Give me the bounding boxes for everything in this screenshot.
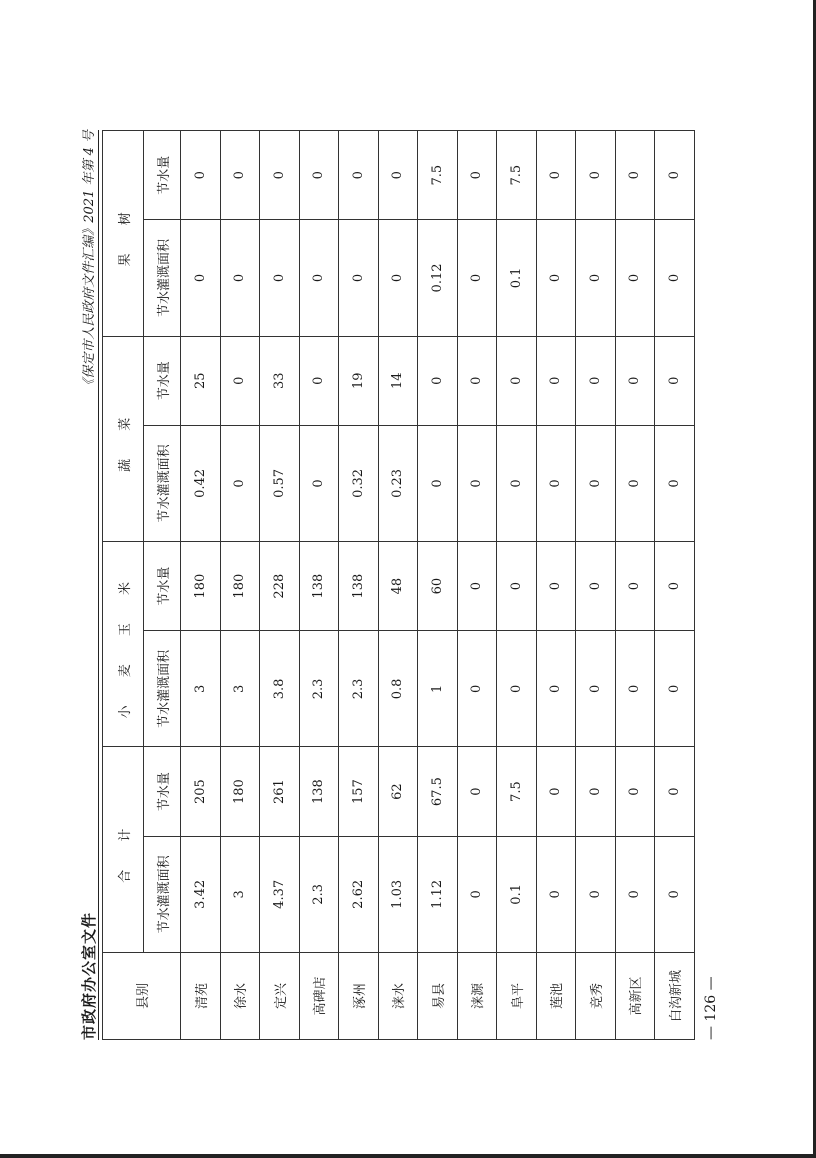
value-cell: 7.5 <box>418 131 458 220</box>
page-edge-bottom <box>0 1154 816 1158</box>
value-cell: 2.3 <box>299 631 339 747</box>
value-cell: 0 <box>615 131 655 220</box>
value-cell: 0 <box>576 131 616 220</box>
county-cell: 徐水 <box>220 952 260 1039</box>
value-cell: 138 <box>299 747 339 836</box>
county-cell: 莲池 <box>536 952 576 1039</box>
county-cell: 清苑 <box>181 952 221 1039</box>
county-cell: 白沟新城 <box>655 952 695 1039</box>
value-cell: 0 <box>220 425 260 541</box>
value-cell: 2.3 <box>339 631 379 747</box>
value-cell: 0 <box>220 336 260 425</box>
value-cell: 0 <box>378 131 418 220</box>
value-cell: 0 <box>576 220 616 336</box>
table-row <box>220 131 260 1040</box>
value-cell: 3 <box>181 631 221 747</box>
subheader-irrigated-area: 节水灌溉面积 <box>144 631 181 747</box>
value-cell: 0.1 <box>497 220 537 336</box>
value-cell: 7.5 <box>497 747 537 836</box>
value-cell: 7.5 <box>497 131 537 220</box>
table-row <box>181 131 221 1040</box>
table-row <box>655 131 695 1040</box>
group-header-wheat-corn: 小 麦 玉 米 <box>103 541 144 746</box>
county-cell: 竞秀 <box>576 952 616 1039</box>
value-cell: 0 <box>497 425 537 541</box>
value-cell: 2.3 <box>299 836 339 952</box>
value-cell: 0 <box>576 541 616 630</box>
value-cell: 0 <box>655 541 695 630</box>
value-cell: 0 <box>418 425 458 541</box>
value-cell: 0 <box>615 631 655 747</box>
value-cell: 67.5 <box>418 747 458 836</box>
value-cell: 0 <box>497 631 537 747</box>
value-cell: 0 <box>655 220 695 336</box>
county-cell: 易县 <box>418 952 458 1039</box>
value-cell: 3 <box>220 631 260 747</box>
county-cell: 阜平 <box>497 952 537 1039</box>
value-cell: 0 <box>655 336 695 425</box>
table-row <box>418 131 458 1040</box>
value-cell: 138 <box>339 541 379 630</box>
value-cell: 0 <box>655 425 695 541</box>
value-cell: 0 <box>457 425 497 541</box>
value-cell: 0.32 <box>339 425 379 541</box>
table-row <box>260 131 300 1040</box>
value-cell: 0 <box>299 131 339 220</box>
value-cell: 0.12 <box>418 220 458 336</box>
county-cell: 涿州 <box>339 952 379 1039</box>
group-header-fruit-trees: 果 树 <box>103 131 144 337</box>
value-cell: 3.8 <box>260 631 300 747</box>
value-cell: 0 <box>220 131 260 220</box>
value-cell: 0 <box>457 336 497 425</box>
value-cell: 180 <box>220 541 260 630</box>
value-cell: 0 <box>536 425 576 541</box>
value-cell: 0 <box>615 336 655 425</box>
table-row <box>457 131 497 1040</box>
value-cell: 228 <box>260 541 300 630</box>
value-cell: 0 <box>655 131 695 220</box>
value-cell: 261 <box>260 747 300 836</box>
value-cell: 33 <box>260 336 300 425</box>
subheader-water-saved: 节水量 <box>144 541 181 630</box>
value-cell: 0 <box>299 425 339 541</box>
value-cell: 0 <box>260 131 300 220</box>
table-row <box>615 131 655 1040</box>
subheader-irrigated-area: 节水灌溉面积 <box>144 425 181 541</box>
page-number: — 126 — <box>703 976 719 1040</box>
office-header: 市政府办公室文件 <box>80 911 98 1040</box>
value-cell: 0 <box>457 541 497 630</box>
value-cell: 0 <box>457 747 497 836</box>
value-cell: 60 <box>418 541 458 630</box>
value-cell: 0 <box>536 747 576 836</box>
subheader-irrigated-area: 节水灌溉面积 <box>144 220 181 336</box>
table-row <box>299 131 339 1040</box>
value-cell: 25 <box>181 336 221 425</box>
subheader-water-saved: 节水量 <box>144 131 181 220</box>
value-cell: 0 <box>615 836 655 952</box>
value-cell: 0 <box>378 220 418 336</box>
value-cell: 0 <box>497 541 537 630</box>
value-cell: 0 <box>615 541 655 630</box>
value-cell: 0 <box>536 541 576 630</box>
value-cell: 2.62 <box>339 836 379 952</box>
value-cell: 0 <box>339 220 379 336</box>
value-cell: 0.23 <box>378 425 418 541</box>
value-cell: 205 <box>181 747 221 836</box>
value-cell: 0.8 <box>378 631 418 747</box>
value-cell: 0 <box>260 220 300 336</box>
value-cell: 0 <box>497 336 537 425</box>
value-cell: 3 <box>220 836 260 952</box>
value-cell: 4.37 <box>260 836 300 952</box>
value-cell: 0 <box>655 836 695 952</box>
value-cell: 0 <box>536 631 576 747</box>
value-cell: 0 <box>299 220 339 336</box>
county-cell: 高新区 <box>615 952 655 1039</box>
value-cell: 0 <box>181 220 221 336</box>
value-cell: 62 <box>378 747 418 836</box>
value-cell: 0 <box>457 836 497 952</box>
value-cell: 0 <box>576 631 616 747</box>
value-cell: 0 <box>576 747 616 836</box>
value-cell: 0.57 <box>260 425 300 541</box>
county-cell: 涞水 <box>378 952 418 1039</box>
subheader-irrigated-area: 节水灌溉面积 <box>144 836 181 952</box>
value-cell: 0 <box>615 425 655 541</box>
county-header: 县别 <box>103 952 181 1039</box>
value-cell: 0 <box>655 631 695 747</box>
value-cell: 0 <box>536 131 576 220</box>
table-row <box>378 131 418 1040</box>
value-cell: 0.42 <box>181 425 221 541</box>
group-header-total: 合 计 <box>103 747 144 952</box>
value-cell: 157 <box>339 747 379 836</box>
value-cell: 0 <box>536 336 576 425</box>
rotated-page-content <box>78 130 728 1040</box>
subheader-water-saved: 节水量 <box>144 747 181 836</box>
table-row <box>576 131 616 1040</box>
county-cell: 涞源 <box>457 952 497 1039</box>
value-cell: 3.42 <box>181 836 221 952</box>
value-cell: 14 <box>378 336 418 425</box>
value-cell: 0 <box>457 631 497 747</box>
value-cell: 180 <box>181 541 221 630</box>
value-cell: 1 <box>418 631 458 747</box>
publication-header: 《保定市人民政府文件汇编》2021 年第 4 号 <box>82 130 97 392</box>
value-cell: 0.1 <box>497 836 537 952</box>
value-cell: 0 <box>536 836 576 952</box>
value-cell: 0 <box>457 220 497 336</box>
value-cell: 19 <box>339 336 379 425</box>
value-cell: 0 <box>220 220 260 336</box>
water-saving-table <box>102 130 695 1040</box>
value-cell: 0 <box>576 425 616 541</box>
table-row <box>497 131 537 1040</box>
value-cell: 1.12 <box>418 836 458 952</box>
value-cell: 0 <box>536 220 576 336</box>
header-rule <box>98 130 99 1040</box>
value-cell: 48 <box>378 541 418 630</box>
value-cell: 0 <box>615 747 655 836</box>
value-cell: 138 <box>299 541 339 630</box>
value-cell: 0 <box>339 131 379 220</box>
value-cell: 0 <box>299 336 339 425</box>
value-cell: 0 <box>576 336 616 425</box>
value-cell: 0 <box>418 336 458 425</box>
value-cell: 0 <box>615 220 655 336</box>
value-cell: 0 <box>576 836 616 952</box>
value-cell: 1.03 <box>378 836 418 952</box>
value-cell: 0 <box>655 747 695 836</box>
group-header-vegetables: 蔬 菜 <box>103 336 144 541</box>
county-cell: 高碑店 <box>299 952 339 1039</box>
county-cell: 定兴 <box>260 952 300 1039</box>
value-cell: 180 <box>220 747 260 836</box>
value-cell: 0 <box>457 131 497 220</box>
table-row <box>536 131 576 1040</box>
subheader-water-saved: 节水量 <box>144 336 181 425</box>
table-row <box>339 131 379 1040</box>
value-cell: 0 <box>181 131 221 220</box>
